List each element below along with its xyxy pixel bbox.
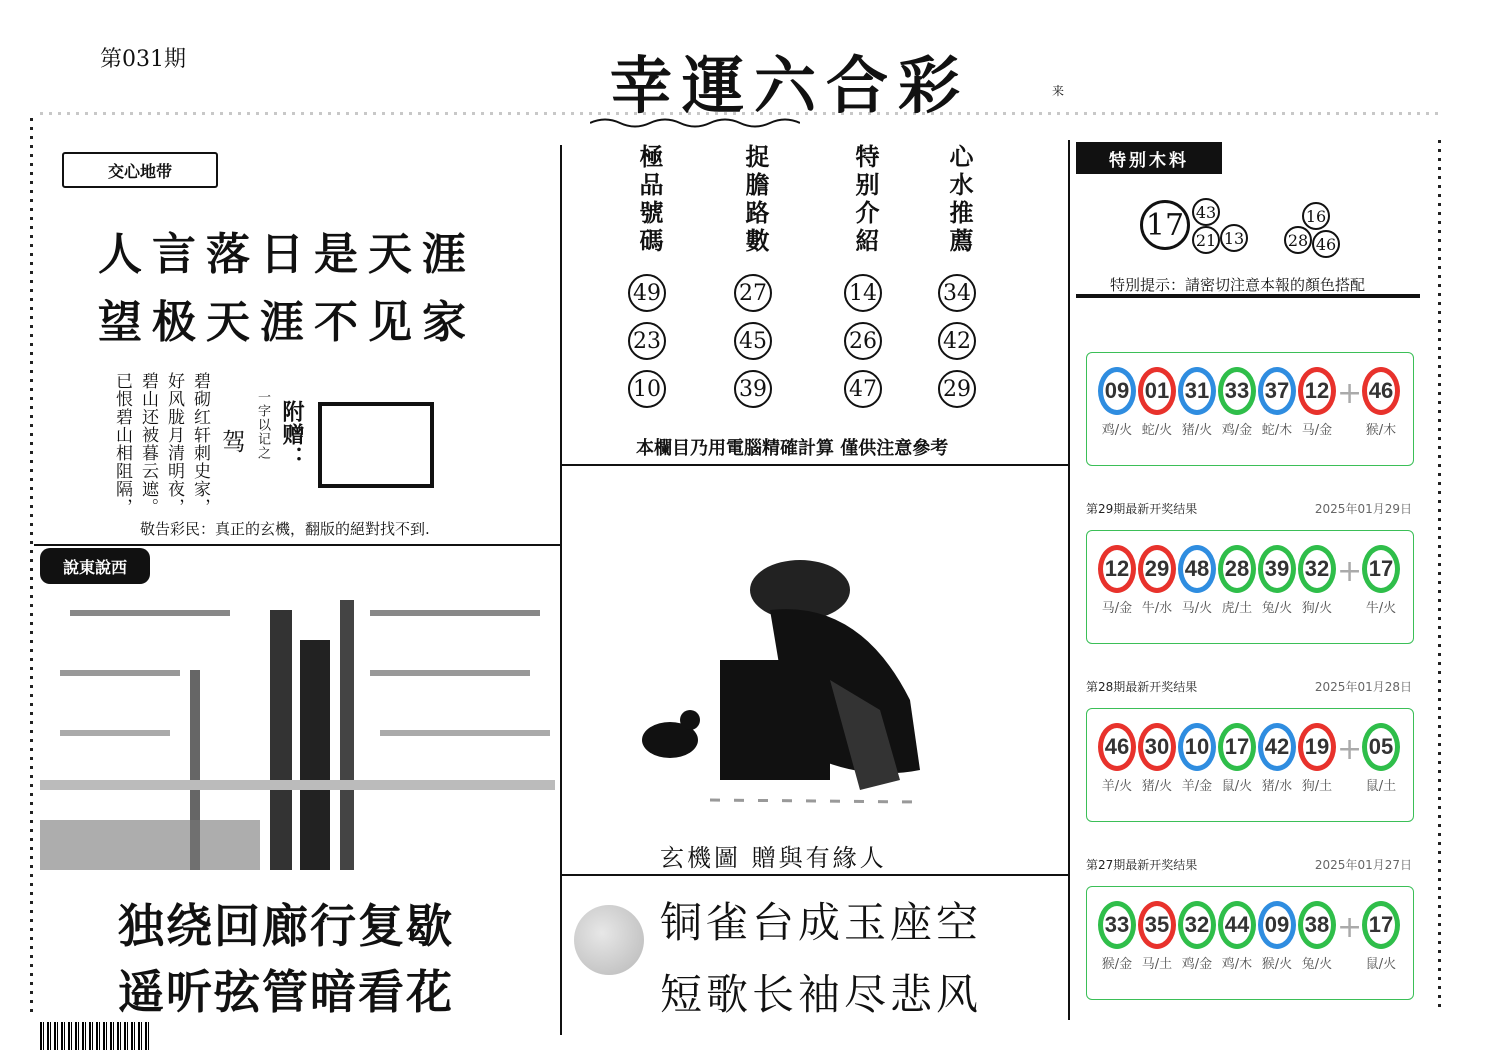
ball-number: 30 xyxy=(1138,723,1176,771)
special-ball xyxy=(1361,723,1401,794)
result-card xyxy=(1076,322,1422,482)
ball-number: 46 xyxy=(1098,723,1136,771)
special-big-number: 17 xyxy=(1140,200,1190,250)
masthead-ornament xyxy=(590,116,800,130)
left-poem-line-2: 遥听弦管暗看花 xyxy=(118,965,454,1019)
ball-zodiac: 马/金 xyxy=(1101,601,1133,616)
result-title: 第28期最新开奖结果 xyxy=(1086,680,1198,694)
result-date: 2025年01月29日 xyxy=(1314,502,1412,516)
ball-number: 01 xyxy=(1138,367,1176,415)
draw-ball xyxy=(1217,901,1257,972)
result-header xyxy=(1086,500,1412,517)
center-poem-line-2: 短歌长袖尽悲风 xyxy=(660,970,983,1019)
result-box xyxy=(1086,708,1414,822)
ball-zodiac: 羊/火 xyxy=(1101,779,1133,794)
recommend-column-head: 心水推薦 xyxy=(945,144,974,256)
calc-note: 本欄目乃用電腦精確計算 僅供注意參考 xyxy=(636,438,949,459)
divider-center-2 xyxy=(560,874,1070,876)
ball-row xyxy=(1097,723,1401,794)
headline-line-2: 望极天涯不见家 xyxy=(98,297,476,348)
draw-ball xyxy=(1257,723,1297,794)
draw-ball xyxy=(1297,545,1337,616)
result-card xyxy=(1076,856,1422,1016)
ball-number: 38 xyxy=(1298,901,1336,949)
ball-number: 31 xyxy=(1178,367,1216,415)
result-box xyxy=(1086,886,1414,1000)
plus-icon: + xyxy=(1337,732,1363,767)
divider-right xyxy=(1068,140,1070,1020)
recommend-number: 45 xyxy=(734,322,772,360)
ball-number: 37 xyxy=(1258,367,1296,415)
masthead-small: 来 xyxy=(1052,84,1065,98)
picture-caption: 玄機圖 贈與有緣人 xyxy=(660,844,887,872)
ball-zodiac: 马/火 xyxy=(1181,601,1213,616)
draw-ball xyxy=(1217,723,1257,794)
plus-icon: + xyxy=(1337,910,1363,945)
draw-ball xyxy=(1177,723,1217,794)
ball-zodiac: 猴/火 xyxy=(1261,957,1293,972)
result-card xyxy=(1076,678,1422,838)
result-box xyxy=(1086,530,1414,644)
ball-number: 39 xyxy=(1258,545,1296,593)
vertical-poem-1: 碧砌红轩刺史家， xyxy=(190,372,210,516)
ball-zodiac: 猪/水 xyxy=(1261,779,1293,794)
ball-zodiac: 鼠/火 xyxy=(1221,779,1253,794)
gift-label: 附赠： xyxy=(279,400,305,469)
special-group1-num: 21 xyxy=(1192,226,1220,254)
draw-ball xyxy=(1217,367,1257,438)
ball-zodiac: 马/土 xyxy=(1141,957,1173,972)
color-tip: 特別提示：請密切注意本報的顏色搭配 xyxy=(1110,276,1366,294)
recommend-number: 14 xyxy=(844,274,882,312)
ball-zodiac: 兔/火 xyxy=(1301,957,1333,972)
ball-number: 12 xyxy=(1098,545,1136,593)
draw-ball xyxy=(1137,367,1177,438)
recommend-number: 47 xyxy=(844,370,882,408)
ball-zodiac: 鸡/金 xyxy=(1221,423,1253,438)
ball-number: 32 xyxy=(1298,545,1336,593)
recommend-number: 10 xyxy=(628,370,666,408)
draw-ball xyxy=(1297,901,1337,972)
ball-zodiac: 鸡/金 xyxy=(1181,957,1213,972)
draw-ball xyxy=(1177,901,1217,972)
ball-number: 35 xyxy=(1138,901,1176,949)
result-date: 2025年01月27日 xyxy=(1314,858,1412,872)
recommend-number: 26 xyxy=(844,322,882,360)
special-group1-num: 13 xyxy=(1220,224,1248,252)
ball-number: 44 xyxy=(1218,901,1256,949)
ball-number: 17 xyxy=(1362,545,1400,593)
ball-number: 46 xyxy=(1362,367,1400,415)
recommend-column-head: 特别介紹 xyxy=(851,144,880,256)
ball-zodiac: 猴/木 xyxy=(1365,423,1397,438)
yinyang-icon xyxy=(574,905,644,975)
hint-label: 一字以记之 xyxy=(255,390,270,460)
recommend-number: 23 xyxy=(628,322,666,360)
right-divider xyxy=(1076,294,1420,298)
special-ball xyxy=(1361,545,1401,616)
ball-number: 19 xyxy=(1298,723,1336,771)
divider-left-1 xyxy=(34,544,562,546)
draw-ball xyxy=(1097,723,1137,794)
result-header xyxy=(1086,678,1412,695)
ball-zodiac: 兔/火 xyxy=(1261,601,1293,616)
vertical-poem-3: 碧山还被暮云遮。 xyxy=(138,372,158,516)
ball-number: 17 xyxy=(1362,901,1400,949)
ball-zodiac: 鼠/土 xyxy=(1365,779,1397,794)
section-tag-talk: 說東說西 xyxy=(40,548,150,584)
ball-zodiac: 猪/火 xyxy=(1141,779,1173,794)
ball-row xyxy=(1097,901,1401,972)
recommend-number: 39 xyxy=(734,370,772,408)
ball-number: 05 xyxy=(1362,723,1400,771)
ball-number: 48 xyxy=(1178,545,1216,593)
vertical-poem-2: 好风胧月清明夜， xyxy=(164,372,184,516)
ball-zodiac: 鼠/火 xyxy=(1365,957,1397,972)
masthead-title: 幸運六合彩 xyxy=(610,49,971,122)
ball-number: 29 xyxy=(1138,545,1176,593)
ball-number: 28 xyxy=(1218,545,1256,593)
special-ball xyxy=(1361,367,1401,438)
ball-number: 42 xyxy=(1258,723,1296,771)
special-ball xyxy=(1361,901,1401,972)
top-border xyxy=(40,112,1440,115)
ball-zodiac: 牛/火 xyxy=(1365,601,1397,616)
draw-ball xyxy=(1177,367,1217,438)
ball-zodiac: 虎/土 xyxy=(1221,601,1253,616)
ball-zodiac: 蛇/火 xyxy=(1141,423,1173,438)
recommend-number: 27 xyxy=(734,274,772,312)
ball-zodiac: 羊/金 xyxy=(1181,779,1213,794)
result-title: 第27期最新开奖结果 xyxy=(1086,858,1198,872)
center-poem-line-1: 铜雀台成玉座空 xyxy=(660,898,983,947)
recommend-column-head: 極品號碼 xyxy=(635,144,664,256)
ball-number: 32 xyxy=(1178,901,1216,949)
result-card xyxy=(1076,500,1422,660)
ball-zodiac: 狗/土 xyxy=(1301,779,1333,794)
recommend-number: 49 xyxy=(628,274,666,312)
draw-ball xyxy=(1137,723,1177,794)
draw-ball xyxy=(1137,901,1177,972)
warning-text: 敬告彩民：真正的玄機，翻版的絕對找不到. xyxy=(140,520,430,538)
draw-ball xyxy=(1097,367,1137,438)
draw-ball xyxy=(1297,367,1337,438)
plus-icon: + xyxy=(1337,554,1363,589)
ball-zodiac: 狗/火 xyxy=(1301,601,1333,616)
recommend-column-head: 捉膽路數 xyxy=(741,144,770,256)
special-group2-num: 16 xyxy=(1302,202,1330,230)
divider-center-1 xyxy=(560,464,1070,466)
issue-number: 第031期 xyxy=(100,47,186,72)
draw-ball xyxy=(1297,723,1337,794)
recommend-number: 42 xyxy=(938,322,976,360)
left-poem-line-1: 独绕回廊行复歇 xyxy=(118,899,454,953)
divider-left xyxy=(560,145,562,1035)
ball-number: 33 xyxy=(1098,901,1136,949)
section-tag-special: 特别木料 xyxy=(1076,142,1222,174)
headline-line-1: 人言落日是天涯 xyxy=(98,229,476,280)
draw-ball xyxy=(1257,545,1297,616)
draw-ball xyxy=(1177,545,1217,616)
result-title: 第29期最新开奖结果 xyxy=(1086,502,1198,516)
draw-ball xyxy=(1217,545,1257,616)
draw-ball xyxy=(1137,545,1177,616)
special-group2-num: 28 xyxy=(1284,226,1312,254)
draw-ball xyxy=(1097,545,1137,616)
draw-ball xyxy=(1257,901,1297,972)
result-header xyxy=(1086,856,1412,873)
blurred-text-block xyxy=(40,580,555,880)
ball-number: 09 xyxy=(1098,367,1136,415)
right-border xyxy=(1438,140,1441,1010)
ball-number: 17 xyxy=(1218,723,1256,771)
barcode xyxy=(40,1022,150,1050)
ball-row xyxy=(1097,367,1401,438)
ball-zodiac: 鸡/火 xyxy=(1101,423,1133,438)
draw-ball xyxy=(1097,901,1137,972)
ball-number: 10 xyxy=(1178,723,1216,771)
ball-zodiac: 马/金 xyxy=(1301,423,1333,438)
vertical-poem-4: 已恨碧山相阻隔， xyxy=(112,372,132,516)
recommend-number: 29 xyxy=(938,370,976,408)
result-date: 2025年01月28日 xyxy=(1314,680,1412,694)
ball-zodiac: 鸡/木 xyxy=(1221,957,1253,972)
draw-ball xyxy=(1257,367,1297,438)
mystery-picture xyxy=(620,540,950,820)
plus-icon: + xyxy=(1337,376,1363,411)
ball-row xyxy=(1097,545,1401,616)
gift-box xyxy=(318,402,434,488)
ball-number: 12 xyxy=(1298,367,1336,415)
recommend-number: 34 xyxy=(938,274,976,312)
ball-number: 33 xyxy=(1218,367,1256,415)
ball-zodiac: 牛/水 xyxy=(1141,601,1173,616)
ball-zodiac: 蛇/木 xyxy=(1261,423,1293,438)
result-box xyxy=(1086,352,1414,466)
special-group2-num: 46 xyxy=(1312,230,1340,258)
ball-zodiac: 猴/金 xyxy=(1101,957,1133,972)
section-tag-heart: 交心地带 xyxy=(62,152,218,188)
ball-number: 09 xyxy=(1258,901,1296,949)
left-border xyxy=(30,118,33,1018)
hint-char: 驾 xyxy=(222,428,246,456)
ball-zodiac: 猪/火 xyxy=(1181,423,1213,438)
special-group1-num: 43 xyxy=(1192,198,1220,226)
